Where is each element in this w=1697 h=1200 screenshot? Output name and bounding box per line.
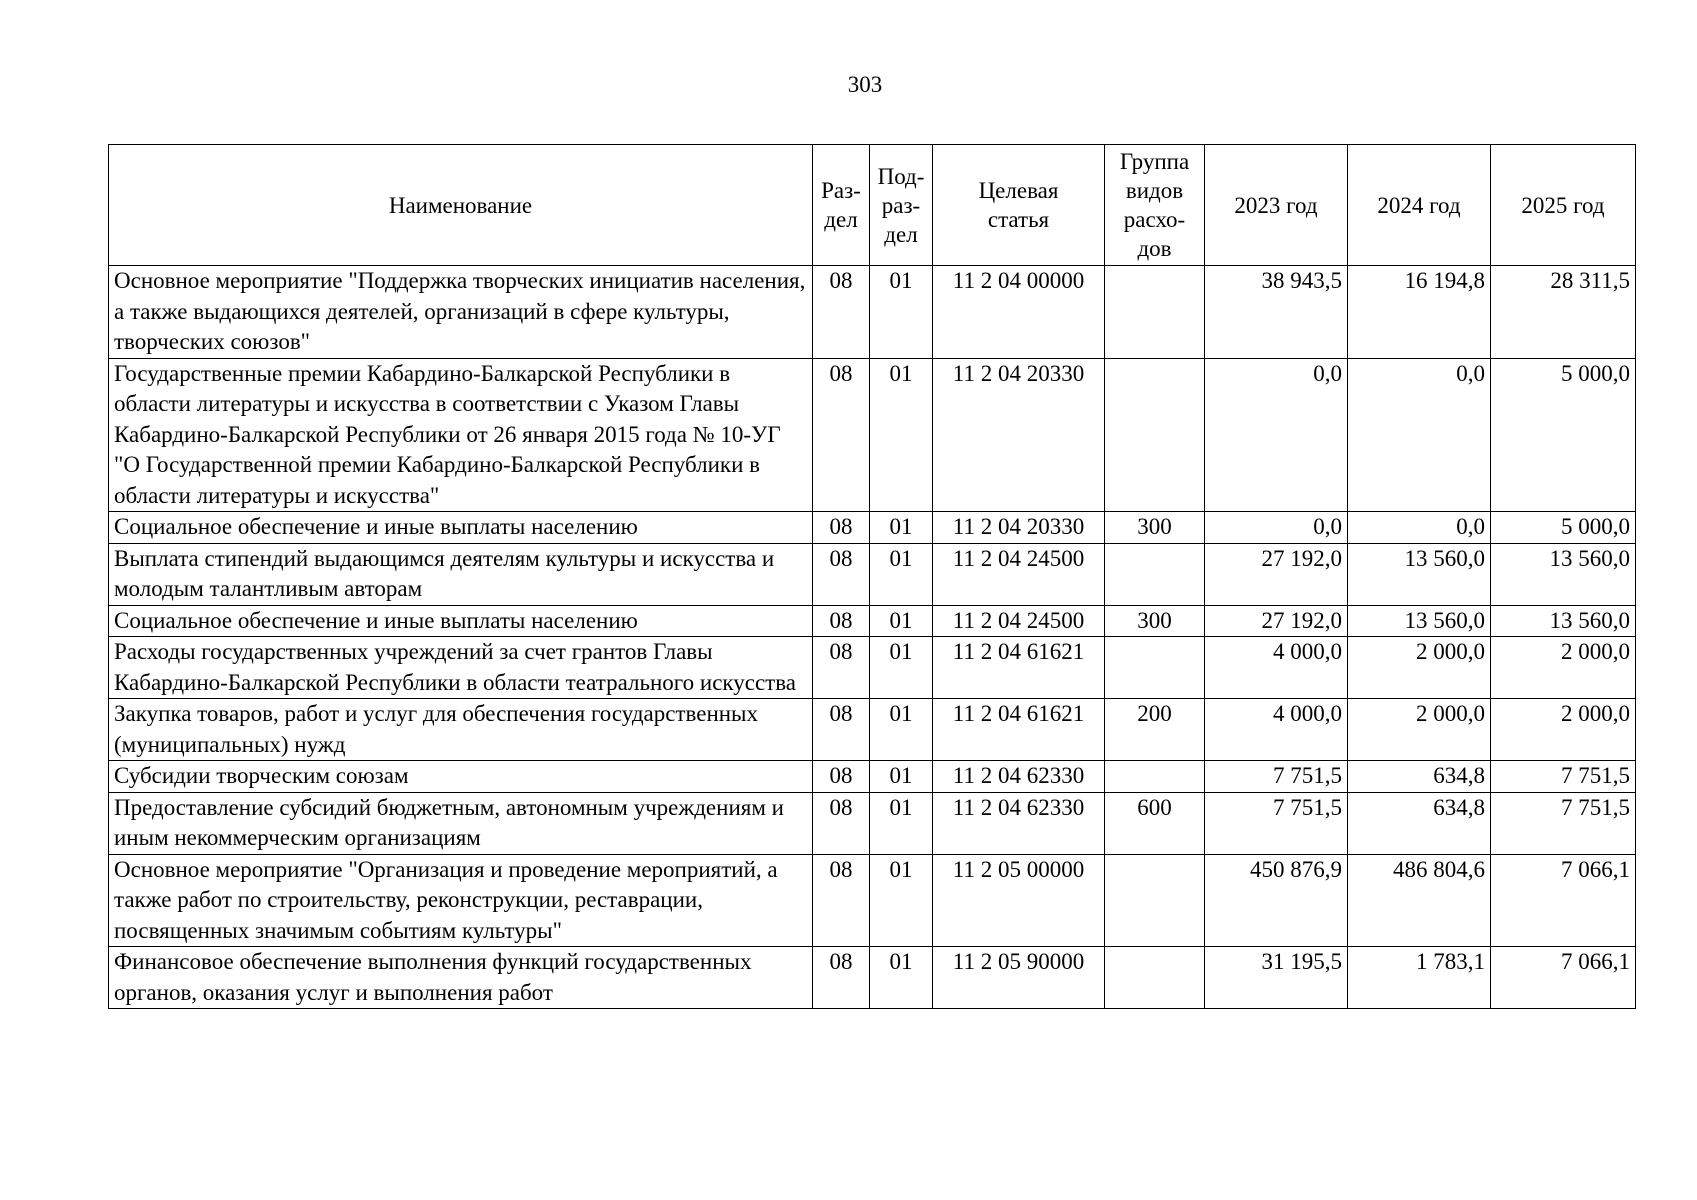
cell-podrazdel: 01 [870,792,933,854]
cell-2024: 1 783,1 [1348,947,1491,1009]
cell-2023: 38 943,5 [1205,266,1348,359]
cell-expense-group: 300 [1105,605,1205,637]
cell-name: Закупка товаров, работ и услуг для обеспечения государственных (муниципальных) нужд [109,699,813,761]
cell-2025: 7 751,5 [1491,792,1636,854]
cell-razdel: 08 [813,947,870,1009]
cell-2025: 2 000,0 [1491,637,1636,699]
budget-table [108,144,1636,1009]
cell-razdel: 08 [813,358,870,512]
cell-expense-group [1105,358,1205,512]
cell-podrazdel: 01 [870,699,933,761]
cell-podrazdel: 01 [870,637,933,699]
header-razdel: Раз- дел [813,145,870,266]
cell-2025: 13 560,0 [1491,605,1636,637]
cell-2025: 5 000,0 [1491,512,1636,544]
header-expense-group: Группа видов расхо- дов [1105,145,1205,266]
cell-target-article: 11 2 05 90000 [933,947,1105,1009]
cell-razdel: 08 [813,699,870,761]
cell-expense-group [1105,266,1205,359]
cell-2024: 2 000,0 [1348,637,1491,699]
cell-expense-group: 600 [1105,792,1205,854]
cell-razdel: 08 [813,605,870,637]
cell-razdel: 08 [813,266,870,359]
cell-2025: 13 560,0 [1491,543,1636,605]
cell-razdel: 08 [813,543,870,605]
cell-name: Предоставление субсидий бюджетным, автономным учреждениям и иным некоммерческим организациям [109,792,813,854]
cell-name: Выплата стипендий выдающимся деятелям культуры и искусства и молодым талантливым авторам [109,543,813,605]
table-row [109,761,1636,793]
cell-2023: 0,0 [1205,358,1348,512]
cell-target-article: 11 2 04 61621 [933,699,1105,761]
cell-name: Основное мероприятие "Организация и проведение мероприятий, а также работ по строительству, реконструкции, реставрации, посвященных значимым событиям культуры" [109,854,813,947]
cell-razdel: 08 [813,761,870,793]
cell-razdel: 08 [813,854,870,947]
cell-target-article: 11 2 04 61621 [933,637,1105,699]
cell-2024: 13 560,0 [1348,605,1491,637]
cell-2023: 27 192,0 [1205,543,1348,605]
table-row [109,358,1636,512]
header-row [109,145,1636,266]
cell-expense-group [1105,854,1205,947]
cell-2024: 634,8 [1348,761,1491,793]
cell-podrazdel: 01 [870,266,933,359]
cell-2024: 13 560,0 [1348,543,1491,605]
table-row [109,947,1636,1009]
cell-podrazdel: 01 [870,854,933,947]
page-number: 303 [847,72,883,97]
cell-2023: 7 751,5 [1205,792,1348,854]
cell-razdel: 08 [813,792,870,854]
cell-name: Финансовое обеспечение выполнения функций государственных органов, оказания услуг и выполнения работ [109,947,813,1009]
header-target-article: Целевая статья [933,145,1105,266]
cell-target-article: 11 2 05 00000 [933,854,1105,947]
cell-2024: 0,0 [1348,358,1491,512]
cell-podrazdel: 01 [870,358,933,512]
cell-target-article: 11 2 04 24500 [933,605,1105,637]
cell-expense-group [1105,761,1205,793]
cell-2025: 5 000,0 [1491,358,1636,512]
table-row [109,543,1636,605]
cell-2023: 7 751,5 [1205,761,1348,793]
cell-expense-group: 200 [1105,699,1205,761]
cell-podrazdel: 01 [870,761,933,793]
cell-name: Расходы государственных учреждений за счет грантов Главы Кабардино-Балкарской Республики в области театрального искусства [109,637,813,699]
cell-2023: 0,0 [1205,512,1348,544]
cell-razdel: 08 [813,512,870,544]
cell-target-article: 11 2 04 24500 [933,543,1105,605]
cell-2023: 27 192,0 [1205,605,1348,637]
cell-2025: 7 066,1 [1491,947,1636,1009]
cell-target-article: 11 2 04 20330 [933,512,1105,544]
header-2025: 2025 год [1491,145,1636,266]
cell-2025: 7 066,1 [1491,854,1636,947]
cell-2025: 2 000,0 [1491,699,1636,761]
cell-podrazdel: 01 [870,947,933,1009]
cell-2024: 0,0 [1348,512,1491,544]
table-row [109,699,1636,761]
cell-name: Основное мероприятие "Поддержка творческих инициатив населения, а также выдающихся деятелей, организаций в сфере культуры, творческих союзов" [109,266,813,359]
table-row [109,854,1636,947]
cell-name: Социальное обеспечение и иные выплаты населению [109,512,813,544]
cell-podrazdel: 01 [870,543,933,605]
cell-2023: 31 195,5 [1205,947,1348,1009]
header-2023: 2023 год [1205,145,1348,266]
cell-podrazdel: 01 [870,512,933,544]
table-body [109,266,1636,1009]
cell-name: Субсидии творческим союзам [109,761,813,793]
cell-name: Социальное обеспечение и иные выплаты населению [109,605,813,637]
cell-2025: 7 751,5 [1491,761,1636,793]
cell-razdel: 08 [813,637,870,699]
header-2024: 2024 год [1348,145,1491,266]
cell-expense-group [1105,637,1205,699]
cell-2024: 486 804,6 [1348,854,1491,947]
cell-2025: 28 311,5 [1491,266,1636,359]
table-row [109,512,1636,544]
cell-expense-group [1105,947,1205,1009]
cell-target-article: 11 2 04 20330 [933,358,1105,512]
header-name: Наименование [109,145,813,266]
cell-target-article: 11 2 04 00000 [933,266,1105,359]
table-row [109,792,1636,854]
cell-2023: 4 000,0 [1205,637,1348,699]
cell-expense-group: 300 [1105,512,1205,544]
table-row [109,605,1636,637]
cell-name: Государственные премии Кабардино-Балкарской Республики в области литературы и искусства в соответствии с Указом Главы Кабардино-Балкарской Республики от 26 января 2015 года № 10-УГ "О Государственной премии Кабардино-Балкарской Республики в области литературы и искусства" [109,358,813,512]
table-row [109,266,1636,359]
cell-2024: 16 194,8 [1348,266,1491,359]
cell-podrazdel: 01 [870,605,933,637]
cell-expense-group [1105,543,1205,605]
cell-2024: 634,8 [1348,792,1491,854]
header-podrazdel: Под- раз- дел [870,145,933,266]
cell-2023: 450 876,9 [1205,854,1348,947]
cell-target-article: 11 2 04 62330 [933,761,1105,793]
cell-2024: 2 000,0 [1348,699,1491,761]
cell-target-article: 11 2 04 62330 [933,792,1105,854]
table-row [109,637,1636,699]
cell-2023: 4 000,0 [1205,699,1348,761]
